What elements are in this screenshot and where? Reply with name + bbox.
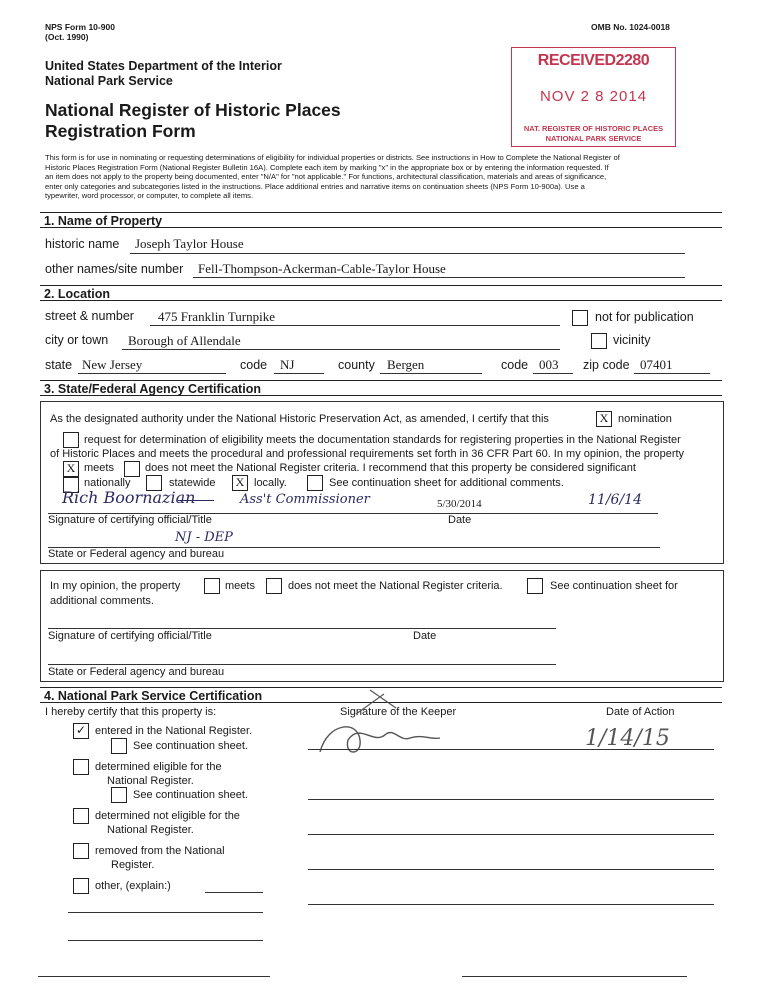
vicinity-checkbox[interactable]: [591, 333, 607, 349]
footer-line-left: [38, 976, 270, 977]
det-not-eligible-line1: determined not eligible for the: [95, 810, 240, 822]
section-heading-location: 2. Location: [40, 285, 722, 301]
handwritten-date: 11/6/14: [588, 492, 642, 508]
received-stamp: [511, 47, 676, 147]
form-title-line2: Registration Form: [45, 121, 196, 141]
date-label: Date: [448, 514, 472, 526]
other-label: other, (explain:): [95, 880, 171, 892]
opinion-not-meets-checkbox[interactable]: [266, 578, 282, 594]
not-for-publication-checkbox[interactable]: [572, 310, 588, 326]
keeper-label: Signature of the Keeper: [340, 706, 457, 718]
service-name: National Park Service: [45, 74, 173, 88]
opinion-additional-label: additional comments.: [50, 595, 154, 607]
signature-label: Signature of certifying official/Title: [48, 514, 212, 526]
entered-label: entered in the National Register.: [95, 725, 253, 737]
explain-line-1: [68, 912, 263, 913]
det-eligible-line2: National Register.: [107, 775, 194, 787]
keeper-line-2: [308, 799, 714, 800]
det-eligible-line1: determined eligible for the: [95, 761, 222, 773]
vicinity-label: vicinity: [613, 333, 651, 347]
section-heading-state-cert: 3. State/Federal Agency Certification: [40, 380, 722, 396]
opinion-signature-underline: [48, 628, 556, 629]
certifying-title: Ass't Commissioner: [240, 492, 370, 507]
county-label: county: [338, 358, 375, 372]
other-explain-underline: [205, 892, 263, 893]
other-names-field[interactable]: Fell-Thompson-Ackerman-Cable-Taylor House: [198, 261, 446, 276]
opinion-text: In my opinion, the property: [50, 580, 181, 592]
zip-field[interactable]: 07401: [640, 357, 673, 372]
typed-date: 5/30/2014: [437, 498, 482, 510]
street-field[interactable]: 475 Franklin Turnpike: [158, 309, 276, 324]
zip-underline: [634, 373, 710, 374]
county-code-label: code: [501, 358, 529, 372]
footer-line-right: [462, 976, 687, 977]
opinion-meets-label: meets: [225, 580, 255, 592]
opinion-meets-checkbox[interactable]: [204, 578, 220, 594]
opinion-date-label: Date: [413, 630, 437, 642]
stamp-date: NOV 2 8 2014: [539, 88, 648, 105]
section-heading-nps-cert: 4. National Park Service Certification: [40, 687, 722, 703]
state-code-label: code: [240, 358, 268, 372]
instructions-line: enter only categories and subcategories listed in the instructions. Place additional entries and narrative items on continuation sheets (NPS Form 10-900a). Use a: [45, 181, 585, 191]
keeper-line-3: [308, 834, 714, 835]
agency-label: State or Federal agency and bureau: [48, 548, 225, 560]
form-number: NPS Form 10-900: [45, 22, 115, 32]
state-underline: [78, 373, 226, 374]
omb-number: OMB No. 1024-0018: [591, 22, 670, 32]
entered-continuation-label: See continuation sheet.: [133, 740, 248, 752]
removed-line2: Register.: [111, 859, 155, 871]
not-meets-checkbox[interactable]: [124, 461, 140, 477]
action-date-label: Date of Action: [606, 706, 675, 718]
opinion-continuation-label: See continuation sheet for: [550, 580, 678, 592]
action-date-handwritten: 1/14/15: [585, 726, 670, 751]
agency-handwritten: NJ - DEP: [175, 530, 233, 545]
form-title-line1: National Register of Historic Places: [45, 100, 341, 120]
state-field[interactable]: New Jersey: [82, 357, 143, 372]
city-underline: [122, 349, 560, 350]
signature-dash: [178, 500, 214, 501]
state-code-underline: [274, 373, 324, 374]
det-eligible-continuation-label: See continuation sheet.: [133, 789, 248, 801]
instructions-line: This form is for use in nominating or requesting determinations of eligibility for individual properties or districts. See instructions in How to Complete the National Register of: [45, 153, 620, 162]
cert-text: As the designated authority under the National Historic Preservation Act, as amended, I certify that this: [50, 413, 549, 425]
certify-text: I hereby certify that this property is:: [45, 706, 217, 718]
meets-label: meets: [84, 462, 114, 474]
not-for-publication-label: not for publication: [595, 310, 694, 324]
continuation-label: See continuation sheet for additional comments.: [329, 477, 564, 489]
locally-label: locally.: [254, 477, 287, 489]
det-eligible-checkbox[interactable]: [73, 759, 89, 775]
city-field[interactable]: Borough of Allendale: [128, 333, 241, 348]
entered-continuation-checkbox[interactable]: [111, 738, 127, 754]
instructions: [45, 153, 735, 201]
other-names-underline: [193, 277, 685, 278]
opinion-not-meets-label: does not meet the National Register criteria.: [288, 580, 503, 592]
locally-checkbox[interactable]: X: [232, 475, 248, 491]
other-names-label: other names/site number: [45, 262, 184, 276]
keeper-line-5: [308, 904, 714, 905]
nomination-checkbox[interactable]: X: [596, 411, 612, 427]
historic-name-field[interactable]: Joseph Taylor House: [135, 236, 244, 251]
street-label: street & number: [45, 309, 134, 323]
opinion-continuation-checkbox[interactable]: [527, 578, 543, 594]
opinion-signature-label: Signature of certifying official/Title: [48, 630, 212, 642]
request-text-line1: request for determination of eligibility meets the documentation standards for registering properties in the National Register: [84, 434, 681, 446]
instructions-line: an item does not apply to the property being documented, enter "N/A" for "not applicable." For functions, architectural classification, materials and areas of significance,: [45, 172, 607, 182]
explain-line-2: [68, 940, 263, 941]
continuation-checkbox[interactable]: [307, 475, 323, 491]
form-date: (Oct. 1990): [45, 32, 89, 42]
state-code-field[interactable]: NJ: [280, 357, 295, 372]
county-underline: [380, 373, 482, 374]
stamp-received: RECEIVED2280: [537, 52, 650, 69]
keeper-line-1: [308, 749, 714, 750]
nomination-label: nomination: [618, 413, 672, 425]
county-field[interactable]: Bergen: [387, 357, 425, 372]
historic-name-underline: [130, 253, 685, 254]
street-underline: [150, 325, 560, 326]
opinion-agency-underline: [48, 664, 556, 665]
historic-name-label: historic name: [45, 237, 120, 251]
removed-line1: removed from the National: [95, 845, 225, 857]
removed-checkbox[interactable]: [73, 843, 89, 859]
other-checkbox[interactable]: [73, 878, 89, 894]
certifying-signature: Rich Boornazian: [62, 488, 196, 507]
zip-label: zip code: [583, 358, 630, 372]
request-text-line2: of Historic Places and meets the procedural and professional requirements set forth in 36 CFR Part 60. In my opinion, the property: [50, 448, 685, 460]
det-not-eligible-checkbox[interactable]: [73, 808, 89, 824]
city-label: city or town: [45, 333, 109, 347]
instructions-line: Historic Places Registration Form (National Register Bulletin 16A). Complete each item by marking "x" in the appropriate box or by entering the information requested. If: [45, 162, 609, 172]
county-code-underline: [533, 373, 573, 374]
request-checkbox[interactable]: [63, 432, 79, 448]
county-code-field[interactable]: 003: [539, 357, 559, 372]
det-not-eligible-line2: National Register.: [107, 824, 194, 836]
keeper-line-4: [308, 869, 714, 870]
det-eligible-continuation-checkbox[interactable]: [111, 787, 127, 803]
not-meets-label: does not meet the National Register criteria. I recommend that this property be considered significant: [145, 462, 636, 474]
instructions-line: typewriter, word processor, or computer, to complete all items.: [45, 191, 254, 201]
stamp-line2: NATIONAL PARK SERVICE: [545, 134, 642, 143]
stamp-line1: NAT. REGISTER OF HISTORIC PLACES: [523, 124, 664, 133]
opinion-agency-label: State or Federal agency and bureau: [48, 666, 225, 678]
department-name: United States Department of the Interior: [45, 59, 282, 73]
state-label: state: [45, 358, 73, 372]
statewide-label: statewide: [169, 477, 216, 489]
section-heading-name: 1. Name of Property: [40, 212, 722, 228]
meets-checkbox[interactable]: X: [63, 461, 79, 477]
nationally-label: nationally: [84, 477, 131, 489]
entered-checkbox[interactable]: ✓: [73, 723, 89, 739]
